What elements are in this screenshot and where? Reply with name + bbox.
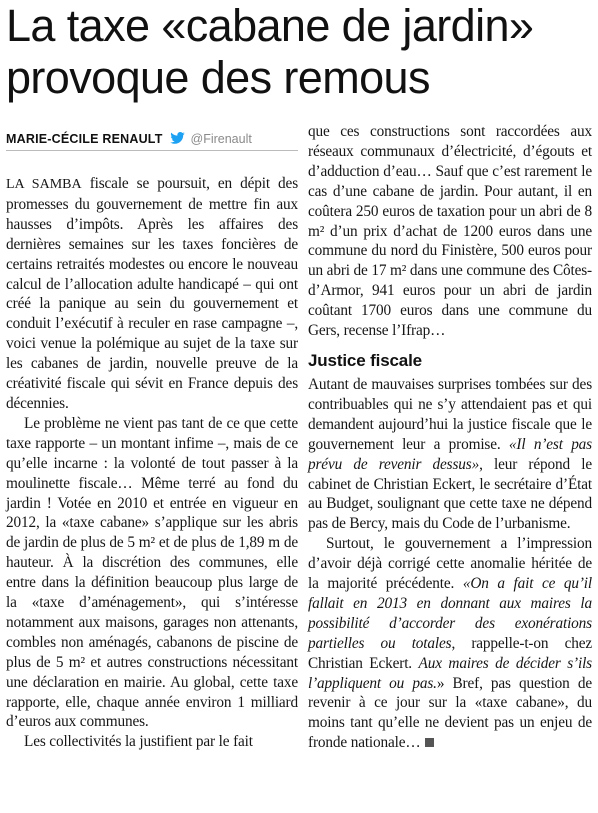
lead-in: LA SAMBA	[6, 177, 82, 192]
end-of-article-mark	[425, 738, 434, 747]
article-paragraph-5	[308, 534, 592, 753]
article-paragraph-3: Les collectivités la justifient par le fait	[24, 733, 253, 751]
twitter-bird-icon	[170, 132, 185, 144]
quote-text: Aux maires de décider s’ils l’appliquent ou pas.	[308, 654, 592, 692]
article-paragraph-continued: que ces constructions sont raccordées aux réseaux communaux d’électricité, d’égouts et d’adduction d’eau… Sauf que c’est rarement le cas d’une cabane de jardin. Pour autant, il en coûtera 250 euros de taxation pour un abri de 8 m² d’un prix d’achat de 1200 euros dans une commune du nord du Finistère, 500 euros pour un abri de 17 m² dans une commune des Côtes-d’Armor, 941 euros pour un abri de jardin coûtant 1700 euros dans une commune du Gers, recense l’Ifrap…	[308, 123, 592, 340]
article-column-right	[308, 122, 592, 753]
article-column-left	[6, 174, 298, 752]
article-paragraph-2: Le problème ne vient pas tant de ce que cette taxe rapporte – un montant infime –, mais de ce qu’elle incarne : la volonté de tout passer à la moulinette fiscale… Même terré au fond du jardin ! Votée en 2010 et entrée en vigueur en 2012, la «taxe cabane» s’applique sur les abris de jardin de plus de 5 m² et de plus de 1,89 m de hauteur. À la discrétion des communes, elle entre dans la définition beaucoup plus large de la «taxe d’aménagement», qui s’intéresse notamment aux maisons, garages non attenants, combles non aménagés, cabanons de piscine de plus de 5 m² et autres constructions nécessitant une déclaration en mairie. Au global, cette taxe rapporte, elle, chaque année environ 1 milliard d’euros aux communes.	[6, 414, 298, 731]
paragraph-text: Autant de mauvaises surprises tombées sur des contribuables qui ne s’y attendaient pas et qui demandent aujourd’hui la justice fiscale que le gouvernement leur a promise.	[308, 375, 592, 453]
twitter-handle[interactable]: @Firenault	[190, 132, 252, 146]
paragraph-text: , rappelle-t-on chez Christian Eckert.	[308, 634, 592, 672]
paragraph-text: , leur répond le cabinet de Christian Eckert, le secrétaire d’État au Budget, soulignant que cette taxe ne dépend pas de Bercy, mais du Code de l’urbanisme.	[308, 455, 593, 533]
byline-divider	[6, 150, 298, 151]
section-subhead: Justice fiscale	[308, 350, 422, 370]
article-paragraph-4	[308, 375, 592, 534]
author-name: MARIE-CÉCILE RENAULT	[6, 132, 163, 146]
quote-text: «Il n’est pas prévu de revenir dessus»	[308, 435, 592, 473]
article-paragraph-1	[6, 174, 298, 414]
quote-text: «On a fait ce qu’il fallait en 2013 en donnant aux maires la possibilité d’accorder des exonérations partielles ou totales	[308, 575, 592, 652]
byline	[6, 130, 252, 148]
paragraph-text: Surtout, le gouvernement a l’impression d’avoir déjà corrigé cette anomalie héritée de la majorité précédente.	[308, 535, 592, 593]
paragraph-text: » Bref, pas question de revenir à ce jour sur la «taxe cabane», du moins tant qu’elle ne devient pas un enjeu de fronde nationale…	[308, 674, 592, 752]
paragraph-text: fiscale se poursuit, en dépit des promesses du gouvernement de mettre fin aux hausses d’impôts. Après les affaires des dernières semaines sur les taxes foncières de certains retraités modestes ou encore le nouveau calcul de l’allocation adulte handicapé – qui ont créé la panique au sein du gouvernement et conduit l’exécutif à reculer en rase campagne –, voici venue la polémique au sujet de la taxe sur les cabanes de jardin, nouvelle preuve de la créativité fiscale qui sévit en France depuis des décennies.	[6, 175, 298, 412]
article-headline: La taxe «cabane de jardin» provoque des remous	[6, 0, 534, 103]
